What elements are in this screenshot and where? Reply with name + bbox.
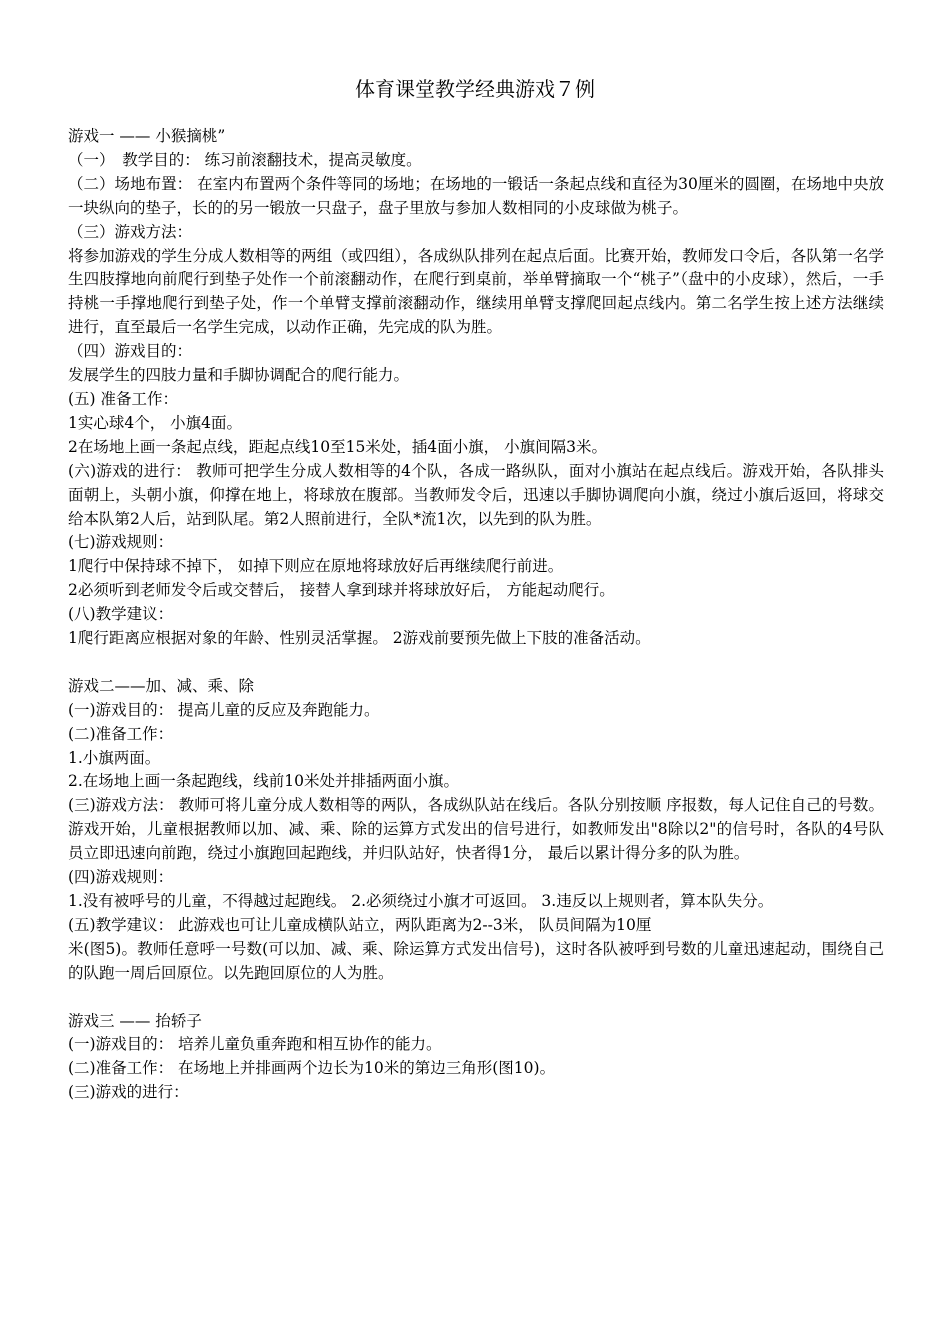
paragraph: 2必须听到老师发令后或交替后， 接替人拿到球并将球放好后， 方能起动爬行。 — [68, 581, 615, 600]
paragraph: (三)游戏的进行： — [68, 1083, 189, 1102]
paragraph: (二)准备工作： — [68, 724, 174, 743]
paragraph: 将参加游戏的学生分成人数相等的两组（或四组），各成纵队排列在起点后面。比赛开始，教师发口令后，各队第一名学生四肢撑地向前爬行到垫子处作一个前滚翻动作，在爬行到桌前，举单臂摘取一个“桃子”（盘中的小皮球），然后，一手持桃一手撑地爬行到垫子处，作一个单臂支撑前滚翻动作，继续用单臂支撑爬回起点线内。第二名学生按上述方法继续进行，直至最后一名学生完成，以动作正确，先完成的队为胜。 — [68, 246, 884, 337]
paragraph: (五)教学建议： 此游戏也可让儿童成横队站立，两队距离为2--3米， 队员间隔为10厘 — [68, 915, 652, 934]
blank-line — [68, 986, 884, 1010]
paragraph: （二）场地布置： 在室内布置两个条件等同的场地；在场地的一锻话一条起点线和直径为30厘米的圆圈，在场地中央放一块纵向的垫子，长的的另一锻放一只盘子，盘子里放与参加人数相同的小皮球做为桃子。 — [68, 174, 884, 217]
document-body — [68, 125, 884, 1105]
paragraph: (三)游戏方法： 教师可将儿童分成人数相等的两队，各成纵队站在线后。各队分别按顺 序报数，每人记住自己的号数。 游戏开始，儿童根据教师以加、减、乘、除的运算方式发出的信号进行，如教师发出"8除以2"的信号时，各队的4号队员立即迅速向前跑，绕过小旗跑回起跑线，并归队站好，快者得1分， 最后以累计得分多的队为胜。 — [68, 796, 884, 863]
paragraph: (六)游戏的进行： 教师可把学生分成人数相等的4个队，各成一路纵队，面对小旗站在起点线后。游戏开始，各队排头面朝上，头朝小旗，仰撑在地上，将球放在腹部。当教师发令后，迅速以手脚协调爬向小旗，绕过小旗后返回，将球交给本队第2人后，站到队尾。第2人照前进行，全队*流1次，以先到的队为胜。 — [68, 461, 884, 528]
paragraph: （三）游戏方法： — [68, 222, 193, 241]
paragraph-game1-heading: 游戏一 —— 小猴摘桃” — [68, 127, 226, 145]
paragraph: 1.没有被呼号的儿童，不得越过起跑线。 2.必须绕过小旗才可返回。 3.违反以上规则者，算本队失分。 — [68, 891, 774, 910]
paragraph-game2-heading: 游戏二——加、减、乘、除 — [68, 676, 255, 695]
blank-line — [68, 651, 884, 675]
paragraph: (二)准备工作： 在场地上并排画两个边长为10米的第边三角形(图10)。 — [68, 1059, 556, 1078]
paragraph: 发展学生的四肢力量和手脚协调配合的爬行能力。 — [68, 366, 410, 385]
paragraph: 1爬行中保持球不掉下， 如掉下则应在原地将球放好后再继续爬行前进。 — [68, 557, 564, 576]
paragraph: 2.在场地上画一条起跑线，线前10米处并排插两面小旗。 — [68, 772, 460, 791]
paragraph: 米(图5)。教师任意呼一号数(可以加、减、乘、除运算方式发出信号)，这时各队被呼到号数的儿童迅速起动，围绕自己的队跑一周后回原位。以先跑回原位的人为胜。 — [68, 939, 884, 982]
paragraph: (一)游戏目的： 提高儿童的反应及奔跑能力。 — [68, 700, 380, 719]
paragraph: (五) 准备工作： — [68, 389, 179, 408]
paragraph: 2在场地上画一条起点线，距起点线10至15米处，插4面小旗， 小旗间隔3米。 — [68, 437, 607, 456]
paragraph: (七)游戏规则： — [68, 533, 174, 552]
paragraph: （四）游戏目的： — [68, 342, 193, 361]
paragraph: 1实心球4个， 小旗4面。 — [68, 413, 243, 432]
paragraph: (八)教学建议： — [68, 605, 174, 624]
document-title: 体育课堂教学经典游戏７例 — [355, 77, 595, 101]
paragraph: (四)游戏规则： — [68, 868, 174, 887]
paragraph: （一） 教学目的： 练习前滚翻技术，提高灵敏度。 — [68, 150, 422, 169]
paragraph: 1.小旗两面。 — [68, 748, 161, 767]
paragraph: 1爬行距离应根据对象的年龄、性别灵活掌握。 2游戏前要预先做上下肢的准备活动。 — [68, 629, 651, 648]
paragraph: (一)游戏目的： 培养儿童负重奔跑和相互协作的能力。 — [68, 1035, 442, 1054]
paragraph-game3-heading: 游戏三 —— 抬轿子 — [68, 1011, 202, 1030]
